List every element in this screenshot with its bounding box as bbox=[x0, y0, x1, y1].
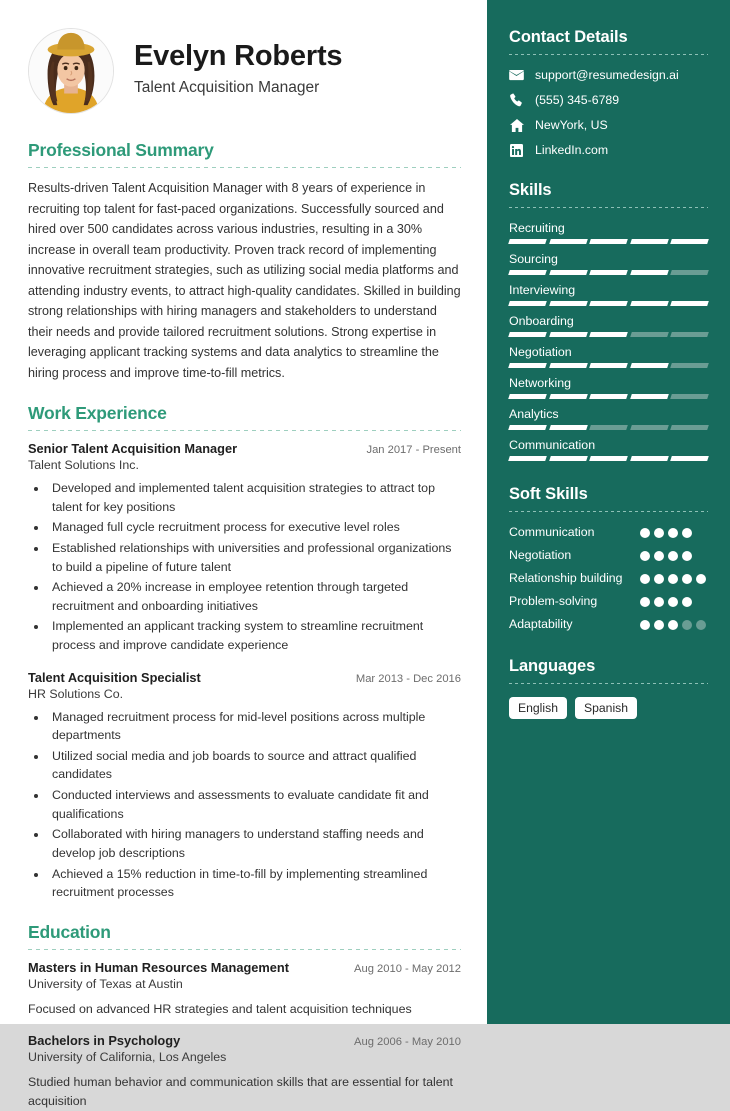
section-professional-summary bbox=[28, 140, 461, 383]
responsibility-list bbox=[28, 479, 461, 654]
skill-segment bbox=[630, 301, 668, 306]
school-name: University of Texas at Austin bbox=[28, 976, 183, 991]
rating-dot bbox=[640, 574, 650, 584]
skill-label: Onboarding bbox=[509, 314, 574, 328]
skill-segment bbox=[508, 270, 546, 275]
phone-icon bbox=[509, 93, 524, 107]
skill-segment bbox=[549, 332, 587, 337]
date-range: Mar 2013 - Dec 2016 bbox=[355, 672, 461, 685]
soft-skill-label: Relationship building bbox=[509, 570, 623, 585]
skill-segment bbox=[630, 332, 668, 337]
job-position: Senior Talent Acquisition Manager bbox=[28, 441, 238, 457]
portrait-photo-icon bbox=[29, 29, 113, 113]
language-tag[interactable]: English bbox=[509, 697, 567, 719]
section-heading: Contact Details bbox=[509, 28, 628, 46]
soft-skill-row bbox=[509, 571, 708, 587]
entry-header bbox=[28, 670, 461, 685]
skill-row bbox=[509, 345, 708, 368]
language-tag[interactable]: Spanish bbox=[575, 697, 637, 719]
skill-level-bar bbox=[509, 301, 708, 306]
soft-skill-label: Negotiation bbox=[509, 547, 572, 562]
rating-dot bbox=[682, 574, 692, 584]
skill-segment bbox=[630, 394, 668, 399]
section-work-experience bbox=[28, 403, 461, 902]
skill-level-bar bbox=[509, 456, 708, 461]
skill-level-bar bbox=[509, 270, 708, 275]
skill-segment bbox=[630, 239, 668, 244]
rating-dot bbox=[640, 597, 650, 607]
section-contact-details bbox=[509, 28, 708, 157]
skill-segment bbox=[549, 425, 587, 430]
date-range: Jan 2017 - Present bbox=[366, 444, 461, 457]
soft-skill-rating bbox=[640, 525, 708, 538]
skill-segment bbox=[671, 456, 709, 461]
skill-segment bbox=[671, 332, 709, 337]
contact-list bbox=[509, 68, 708, 157]
rating-dot bbox=[654, 551, 664, 561]
soft-skill-row bbox=[509, 594, 708, 610]
rating-dot bbox=[696, 620, 706, 630]
contact-row[interactable] bbox=[509, 118, 708, 132]
name-block bbox=[134, 41, 342, 102]
skill-segment bbox=[508, 239, 546, 244]
job-position: Talent Acquisition Specialist bbox=[28, 669, 201, 685]
section-divider bbox=[28, 167, 461, 168]
list-item: • Achieved a 15% reduction in time-to-fill by implementing streamlined recruitment processes bbox=[48, 865, 461, 902]
list-item: • Implemented an applicant tracking system to streamline recruitment process and improve candidate experience bbox=[48, 617, 461, 654]
skill-segment bbox=[589, 363, 627, 368]
skill-segment bbox=[508, 456, 546, 461]
page-title: Evelyn Roberts bbox=[134, 39, 343, 72]
experience-entry bbox=[28, 670, 461, 902]
skill-segment bbox=[630, 425, 668, 430]
skill-segment bbox=[508, 425, 546, 430]
skill-segment bbox=[630, 363, 668, 368]
rating-dot bbox=[682, 528, 692, 538]
skill-segment bbox=[589, 425, 627, 430]
skill-segment bbox=[671, 270, 709, 275]
degree-name: Bachelors in Psychology bbox=[28, 1032, 181, 1048]
soft-skill-row bbox=[509, 617, 708, 633]
section-divider bbox=[28, 430, 461, 431]
skill-row bbox=[509, 438, 708, 461]
rating-dot bbox=[640, 620, 650, 630]
skill-segment bbox=[671, 363, 709, 368]
skill-label: Recruiting bbox=[509, 221, 565, 235]
degree-name: Masters in Human Resources Management bbox=[28, 959, 289, 975]
skill-segment bbox=[508, 332, 546, 337]
linkedin-icon bbox=[509, 144, 524, 157]
skill-level-bar bbox=[509, 332, 708, 337]
company-name: HR Solutions Co. bbox=[28, 686, 124, 701]
skill-segment bbox=[549, 394, 587, 399]
contact-row[interactable] bbox=[509, 68, 708, 82]
contact-value: (555) 345-6789 bbox=[535, 93, 620, 107]
section-education bbox=[28, 922, 461, 1111]
skill-segment bbox=[589, 270, 627, 275]
skill-segment bbox=[671, 394, 709, 399]
skill-segment bbox=[549, 363, 587, 368]
soft-skill-rating bbox=[640, 548, 708, 561]
soft-skill-rating bbox=[640, 594, 708, 607]
section-divider bbox=[509, 511, 708, 512]
skill-segment bbox=[508, 363, 546, 368]
rating-dot bbox=[668, 528, 678, 538]
soft-skill-rating bbox=[640, 617, 708, 630]
rating-dot bbox=[696, 574, 706, 584]
skill-row bbox=[509, 283, 708, 306]
entry-header bbox=[28, 441, 461, 456]
skill-segment bbox=[671, 425, 709, 430]
section-languages bbox=[509, 657, 708, 719]
section-divider bbox=[28, 949, 461, 950]
skill-segment bbox=[549, 270, 587, 275]
skill-label: Networking bbox=[509, 376, 571, 390]
skill-row bbox=[509, 314, 708, 337]
rating-dot bbox=[668, 551, 678, 561]
list-item: • Achieved a 20% increase in employee retention through targeted recruitment and onboarding initiatives bbox=[48, 578, 461, 615]
school-name: University of California, Los Angeles bbox=[28, 1049, 227, 1064]
rating-dot bbox=[682, 551, 692, 561]
rating-dot bbox=[668, 574, 678, 584]
soft-skill-rating bbox=[640, 571, 708, 584]
skill-list bbox=[509, 221, 708, 461]
section-heading: Languages bbox=[509, 656, 596, 675]
list-item: • Utilized social media and job boards to source and attract qualified candidates bbox=[48, 747, 461, 784]
contact-row[interactable] bbox=[509, 143, 708, 157]
date-range: Aug 2010 - May 2012 bbox=[354, 962, 461, 975]
rating-dot bbox=[654, 620, 664, 630]
skill-level-bar bbox=[509, 425, 708, 430]
skill-segment bbox=[671, 301, 709, 306]
skill-label: Sourcing bbox=[509, 252, 558, 266]
skill-row bbox=[509, 376, 708, 399]
contact-row[interactable] bbox=[509, 93, 708, 107]
experience-list bbox=[28, 441, 461, 902]
skill-level-bar bbox=[509, 239, 708, 244]
skill-segment bbox=[589, 332, 627, 337]
summary-text: Results-driven Talent Acquisition Manager with 8 years of experience in recruiting top talent for fast-paced organizations. Successfully sourced and hired over 500 candidates across various industries, resulting in a 30% increase in overall team productivity. Proven track record of implementing innovative recruitment strategies, such as utilizing social media platforms and attending industry events, to attract high-quality candidates. Skilled in building strong relationships with hiring managers and stakeholders to understand their needs and provide tailored recruitment solutions. Strong expertise in leveraging applicant tracking systems and data analytics to streamline the hiring process and improve time-to-fill metrics. bbox=[28, 181, 461, 380]
skill-level-bar bbox=[509, 394, 708, 399]
contact-value: LinkedIn.com bbox=[535, 143, 609, 157]
skill-segment bbox=[508, 394, 546, 399]
entry-header bbox=[28, 1033, 461, 1048]
skill-segment bbox=[630, 456, 668, 461]
section-divider bbox=[509, 207, 708, 208]
section-soft-skills bbox=[509, 485, 708, 633]
education-description: Focused on advanced HR strategies and talent acquisition techniques bbox=[28, 1001, 412, 1016]
soft-skill-label: Problem-solving bbox=[509, 593, 598, 608]
rating-dot bbox=[682, 597, 692, 607]
skill-segment bbox=[508, 301, 546, 306]
rating-dot bbox=[682, 620, 692, 630]
experience-entry bbox=[28, 441, 461, 654]
date-range: Aug 2006 - May 2010 bbox=[354, 1035, 461, 1048]
skill-segment bbox=[589, 301, 627, 306]
sidebar bbox=[487, 0, 730, 1024]
section-divider bbox=[509, 54, 708, 55]
contact-value: NewYork, US bbox=[535, 118, 608, 132]
education-entry bbox=[28, 1033, 461, 1111]
contact-value: support@resumedesign.ai bbox=[535, 68, 679, 82]
job-title: Talent Acquisition Manager bbox=[134, 79, 320, 97]
section-divider bbox=[509, 683, 708, 684]
skill-label: Interviewing bbox=[509, 283, 576, 297]
section-heading: Education bbox=[28, 921, 111, 942]
rating-dot bbox=[654, 574, 664, 584]
company-name: Talent Solutions Inc. bbox=[28, 458, 139, 473]
language-list bbox=[509, 697, 708, 719]
rating-dot bbox=[668, 597, 678, 607]
avatar bbox=[28, 28, 114, 114]
list-item: • Established relationships with universities and professional organizations to build a pipeline of future talent bbox=[48, 539, 461, 576]
entry-header bbox=[28, 960, 461, 975]
skill-segment bbox=[630, 270, 668, 275]
rating-dot bbox=[668, 620, 678, 630]
skill-label: Negotiation bbox=[509, 345, 572, 359]
skill-row bbox=[509, 407, 708, 430]
education-description: Studied human behavior and communication skills that are essential for talent acquisition bbox=[28, 1074, 453, 1109]
skill-label: Communication bbox=[509, 438, 596, 452]
section-heading: Soft Skills bbox=[509, 485, 588, 503]
envelope-icon bbox=[509, 70, 524, 81]
education-entry bbox=[28, 960, 461, 1019]
rating-dot bbox=[654, 597, 664, 607]
skill-segment bbox=[549, 239, 587, 244]
list-item: • Collaborated with hiring managers to understand staffing needs and develop job descriptions bbox=[48, 825, 461, 862]
rating-dot bbox=[654, 528, 664, 538]
skill-row bbox=[509, 252, 708, 275]
skill-segment bbox=[549, 456, 587, 461]
rating-dot bbox=[640, 528, 650, 538]
soft-skill-row bbox=[509, 525, 708, 541]
list-item: • Conducted interviews and assessments to evaluate candidate fit and qualifications bbox=[48, 786, 461, 823]
skill-row bbox=[509, 221, 708, 244]
skill-segment bbox=[589, 239, 627, 244]
skill-label: Analytics bbox=[509, 407, 559, 421]
section-heading: Professional Summary bbox=[28, 140, 214, 160]
soft-skill-list bbox=[509, 525, 708, 633]
soft-skill-label: Adaptability bbox=[509, 616, 573, 631]
skill-segment bbox=[549, 301, 587, 306]
list-item: • Developed and implemented talent acquisition strategies to attract top talent for key positions bbox=[48, 479, 461, 516]
section-heading: Skills bbox=[509, 181, 552, 199]
soft-skill-row bbox=[509, 548, 708, 564]
skill-segment bbox=[589, 394, 627, 399]
education-list bbox=[28, 960, 461, 1111]
skill-segment bbox=[589, 456, 627, 461]
responsibility-list bbox=[28, 708, 461, 902]
rating-dot bbox=[640, 551, 650, 561]
list-item: • Managed full cycle recruitment process for executive level roles bbox=[48, 518, 461, 537]
soft-skill-label: Communication bbox=[509, 525, 595, 539]
section-heading: Work Experience bbox=[28, 403, 167, 424]
resume-header bbox=[28, 28, 461, 114]
skill-level-bar bbox=[509, 363, 708, 368]
home-icon bbox=[509, 119, 524, 132]
skill-segment bbox=[671, 239, 709, 244]
section-skills bbox=[509, 181, 708, 461]
list-item: • Managed recruitment process for mid-level positions across multiple departments bbox=[48, 708, 461, 745]
